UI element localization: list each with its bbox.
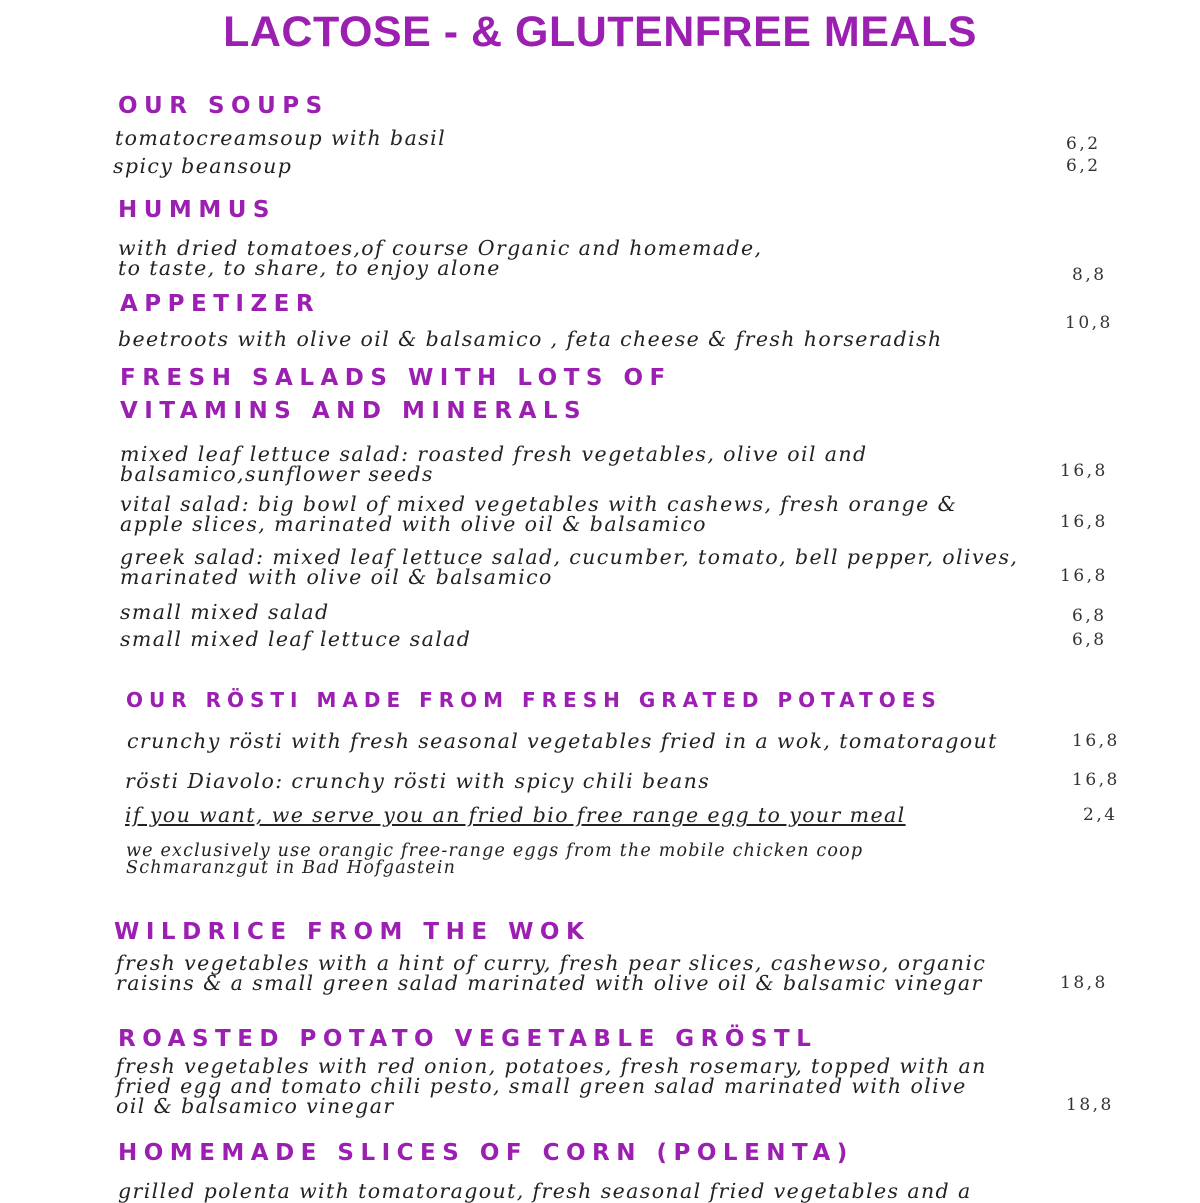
menu-item-price: 16,8 (1060, 461, 1108, 481)
menu-item-name: rösti Diavolo: crunchy rösti with spicy chili beans (125, 769, 711, 793)
menu-item-description (116, 1056, 987, 1116)
section-heading-wildrice: WILDRICE FROM THE WOK (114, 919, 591, 945)
section-heading-polenta: HOMEMADE SLICES OF CORN (POLENTA) (118, 1140, 854, 1166)
section-heading-hummus: HUMMUS (118, 197, 276, 223)
menu-item-price: 16,8 (1060, 512, 1108, 532)
menu-item-price: 8,8 (1072, 265, 1107, 285)
description-line: marinated with olive oil & balsamico (120, 565, 553, 589)
section-heading-appetizer: APPETIZER (120, 291, 321, 317)
description-line: fresh vegetables with a hint of curry, fresh pear slices, cashewso, organic (116, 951, 987, 975)
note-line: we exclusively use orangic free-range eggs from the mobile chicken coop (126, 841, 864, 861)
menu-item-name: spicy beansoup (113, 154, 293, 178)
menu-item-price: 16,8 (1060, 566, 1108, 586)
menu-item-price: 6,2 (1066, 156, 1101, 176)
menu-item-name: if you want, we serve you an fried bio free range egg to your meal (125, 803, 906, 827)
menu-item-price: 6,2 (1066, 134, 1101, 154)
menu-item-name: tomatocreamsoup with basil (115, 126, 447, 150)
menu-item-description (120, 494, 957, 534)
menu-item-description: grilled polenta with tomatoragout, fresh seasonal fried vegetables and a (118, 1179, 972, 1203)
menu-item-name: small mixed leaf lettuce salad (120, 627, 472, 651)
note-line: Schmaranzgut in Bad Hofgastein (126, 858, 457, 878)
description-line: to taste, to share, to enjoy alone (118, 256, 501, 280)
section-heading-soups: OUR SOUPS (118, 93, 329, 119)
menu-item-name: crunchy rösti with fresh seasonal vegetables fried in a wok, tomatoragout (127, 729, 998, 753)
section-heading-salads-line2: VITAMINS AND MINERALS (120, 398, 588, 424)
description-line: greek salad: mixed leaf lettuce salad, cucumber, tomato, bell pepper, olives, (120, 545, 1019, 569)
menu-title: LACTOSE - & GLUTENFREE MEALS (223, 8, 977, 56)
description-line: mixed leaf lettuce salad: roasted fresh vegetables, olive oil and (120, 442, 868, 466)
section-heading-grostl: ROASTED POTATO VEGETABLE GRÖSTL (118, 1026, 818, 1052)
description-line: oil & balsamico vinegar (116, 1094, 395, 1118)
description-line: fried egg and tomato chili pesto, small green salad marinated with olive (116, 1074, 967, 1098)
menu-item-price: 16,8 (1072, 770, 1120, 790)
menu-item-price: 10,8 (1065, 313, 1113, 333)
menu-item-description (118, 238, 762, 278)
menu-item-price: 18,8 (1066, 1095, 1114, 1115)
menu-item-price: 6,8 (1072, 630, 1107, 650)
menu-item-price: 16,8 (1072, 731, 1120, 751)
section-heading-rosti: OUR RÖSTI MADE FROM FRESH GRATED POTATOES (126, 688, 942, 712)
description-line: fresh vegetables with red onion, potatoes, fresh rosemary, topped with an (116, 1054, 987, 1078)
menu-item-price: 18,8 (1060, 973, 1108, 993)
menu-item-name: small mixed salad (120, 600, 330, 624)
description-line: vital salad: big bowl of mixed vegetables with cashews, fresh orange & (120, 492, 958, 516)
menu-item-name: beetroots with olive oil & balsamico , feta cheese & fresh horseradish (118, 327, 943, 351)
description-line: apple slices, marinated with olive oil & balsamico (120, 512, 707, 536)
menu-item-description (120, 547, 1018, 587)
menu-item-description (116, 953, 986, 993)
description-line: raisins & a small green salad marinated with olive oil & balsamic vinegar (116, 971, 983, 995)
menu-note (126, 843, 863, 877)
section-heading-salads-line1: FRESH SALADS WITH LOTS OF (120, 365, 672, 391)
description-line: with dried tomatoes,of course Organic and homemade, (118, 236, 763, 260)
menu-item-description (120, 444, 868, 484)
menu-item-price: 2,4 (1083, 805, 1118, 825)
menu-item-price: 6,8 (1072, 606, 1107, 626)
description-line: balsamico,sunflower seeds (120, 462, 434, 486)
